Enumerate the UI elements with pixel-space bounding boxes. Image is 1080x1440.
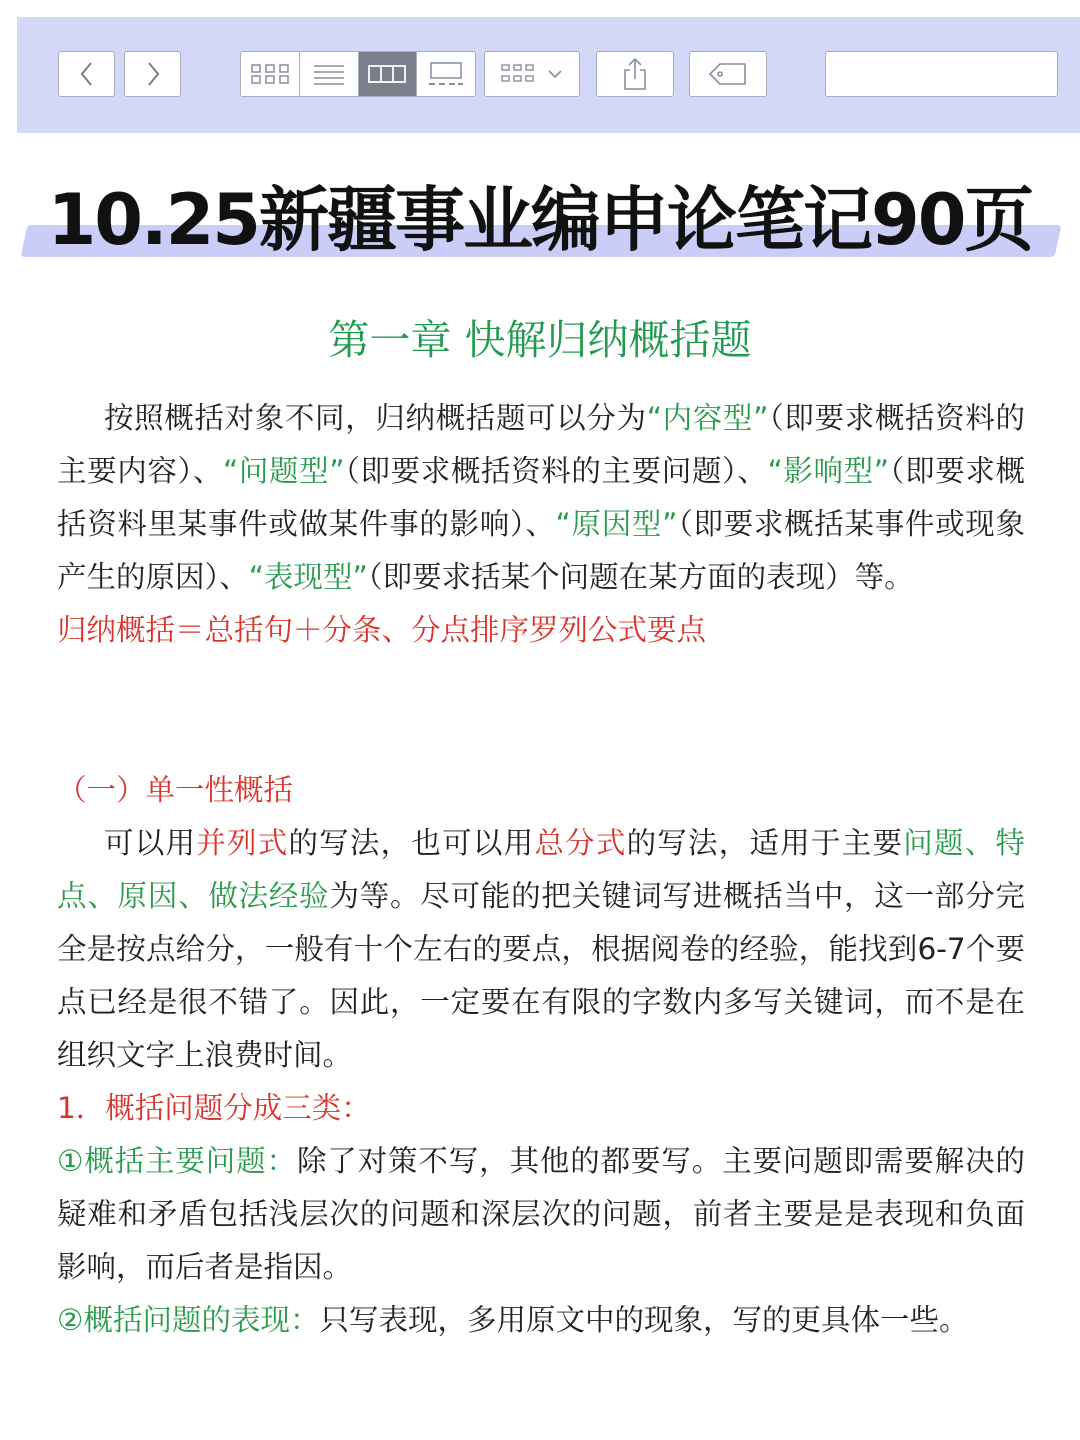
list-view-button[interactable] xyxy=(300,52,359,96)
intro-text: （即要求括某个问题在某方面的表现）等。 xyxy=(367,560,914,594)
section-paragraph xyxy=(57,817,1025,1082)
intro-text: （即要求概括资料的主要问题）、 xyxy=(344,454,768,488)
list-item-text: 只写表现，多用原文中的现象，写的更具体一些。 xyxy=(319,1303,969,1337)
list-item-label: ②概括问题的表现： xyxy=(57,1303,320,1337)
section-text: 可以用 xyxy=(104,826,197,860)
chapter-heading: 第一章 快解归纳概括题 xyxy=(328,316,752,364)
list-view-icon xyxy=(312,62,346,86)
title-block xyxy=(0,170,1080,270)
keyword-applicable-types: 问题、特点、原因、做法经验 xyxy=(57,826,1025,913)
tag-button[interactable] xyxy=(689,51,767,97)
section-text: 的写法，也可以用 xyxy=(288,826,535,860)
grid-view-icon xyxy=(250,62,290,86)
view-mode-selector xyxy=(240,51,476,97)
list-item-label: ①概括主要问题： xyxy=(57,1144,297,1178)
chevron-right-icon xyxy=(142,59,164,89)
intro-text: （即要求概括资料的主要内容）、 xyxy=(57,401,1025,488)
keyword-impact-type: “影响型” xyxy=(767,454,890,488)
keyword-cause-type: “原因型” xyxy=(555,507,678,541)
grid-view-button[interactable] xyxy=(241,52,300,96)
chevron-down-icon xyxy=(546,67,564,81)
section-text: 为等。尽可能的把关键词写进概括当中，这一部分完全是按点给分，一般有十个左右的要点，根据阅卷的经验，能找到6-7个要点已经是很不错了。因此，一定要在有限的字数内多写关键词，而不是在组织文字上浪费时间。 xyxy=(57,879,1025,1072)
keyword-parallel: 并列式 xyxy=(196,826,289,860)
intro-text: （即要求概括资料里某事件或做某件事的影响）、 xyxy=(57,454,1025,541)
share-icon xyxy=(620,57,650,91)
group-by-button[interactable] xyxy=(484,51,580,97)
column-view-icon xyxy=(367,62,407,86)
section-heading: （一）单一性概括 xyxy=(57,773,294,807)
list-heading: 1．概括问题分成三类： xyxy=(57,1091,371,1125)
intro-paragraph xyxy=(57,392,1025,604)
keyword-problem-type: “问题型” xyxy=(223,454,345,488)
keyword-manifestation-type: “表现型” xyxy=(248,560,368,594)
intro-text: 按照概括对象不同，归纳概括题可以分为 xyxy=(104,401,647,435)
list-item xyxy=(57,1294,1025,1347)
gallery-view-button[interactable] xyxy=(417,52,475,96)
search-field[interactable] xyxy=(825,51,1058,97)
search-input[interactable] xyxy=(846,58,1075,90)
page-title: 10.25新疆事业编申论笔记90页 xyxy=(47,179,1033,261)
section-text: 的写法，适用于主要 xyxy=(626,826,904,860)
gallery-view-icon xyxy=(427,61,465,87)
back-button[interactable] xyxy=(58,51,115,97)
intro-text: （即要求概括某事件或现象产生的原因）、 xyxy=(57,507,1025,594)
share-button[interactable] xyxy=(596,51,674,97)
intro-section xyxy=(57,392,1025,657)
group-by-icon xyxy=(500,62,540,86)
toolbar xyxy=(17,17,1080,133)
list-item-text: 除了对策不写，其他的都要写。主要问题即需要解决的疑难和矛盾包括浅层次的问题和深层次的问题，前者主要是是表现和负面影响，而后者是指因。 xyxy=(57,1144,1025,1284)
keyword-content-type: “内容型” xyxy=(646,401,769,435)
keyword-general-specific: 总分式 xyxy=(534,826,627,860)
tag-icon xyxy=(708,61,748,87)
formula-line: 归纳概括＝总括句＋分条、分点排序罗列公式要点 xyxy=(57,613,707,647)
list-item xyxy=(57,1135,1025,1294)
column-view-button[interactable] xyxy=(359,52,418,96)
forward-button[interactable] xyxy=(124,51,181,97)
section-single-summary xyxy=(57,764,1025,1347)
chevron-left-icon xyxy=(76,59,98,89)
